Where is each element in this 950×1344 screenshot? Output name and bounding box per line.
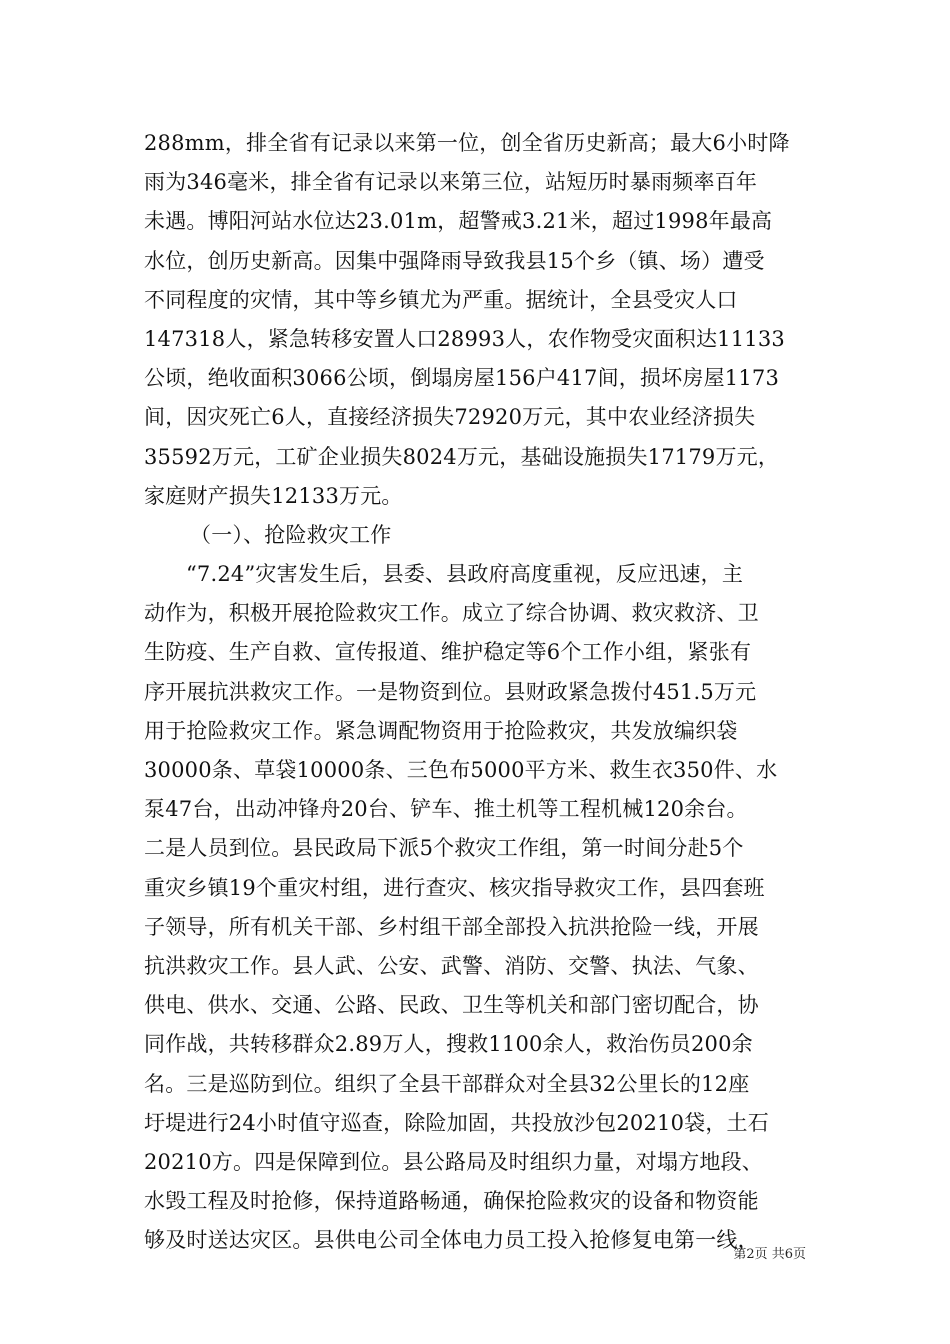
text-line: 未遇。博阳河站水位达23.01m，超警戒3.21米，超过1998年最高 [144,209,773,234]
text-line: 动作为，积极开展抢险救灾工作。成立了综合协调、救灾救济、卫 [144,601,759,626]
text-line: 家庭财产损失12133万元。 [144,483,403,508]
text-line: 序开展抗洪救灾工作。一是物资到位。县财政紧急拨付451.5万元 [144,679,757,704]
text-line: 公顷，绝收面积3066公顷，倒塌房屋156户417间，损坏房屋1173 [144,366,780,391]
text-line: 子领导，所有机关干部、乡村组干部全部投入抗洪抢险一线，开展 [144,914,759,939]
text-line: 147318人，紧急转移安置人口28993人，农作物受灾面积达11133 [144,326,785,351]
text-line: 不同程度的灾情，其中等乡镇尤为严重。据统计，全县受灾人口 [144,287,738,312]
text-line: 用于抢险救灾工作。紧急调配物资用于抢险救灾，共发放编织袋 [144,718,738,743]
text-line: 20210方。四是保障到位。县公路局及时组织力量，对塌方地段、 [144,1149,764,1174]
section-heading: （一）、抢险救灾工作 [190,522,392,547]
text-line: 泵47台，出动冲锋舟20台、铲车、推土机等工程机械120余台。 [144,797,748,822]
text-line: 同作战，共转移群众2.89万人，搜救1100余人，救治伤员200余 [144,1032,753,1057]
text-line: 生防疫、生产自救、宣传报道、维护稳定等6个工作小组，紧张有 [144,640,752,665]
paragraph-first-line: “7.24”灾害发生后，县委、县政府高度重视，反应迅速，主 [186,562,744,587]
text-line: 水位，创历史新高。因集中强降雨导致我县15个乡（镇、场）遭受 [144,248,765,273]
document-body [144,124,814,1260]
text-line: 雨为346毫米，排全省有记录以来第三位，站短历时暴雨频率百年 [144,170,758,195]
text-line: 二是人员到位。县民政局下派5个救灾工作组，第一时间分赴5个 [144,836,744,861]
text-line: 名。三是巡防到位。组织了全县干部群众对全县32公里长的12座 [144,1071,750,1096]
text-line: 够及时送达灾区。县供电公司全体电力员工投入抢修复电第一线， [144,1228,759,1253]
text-line: 30000条、草袋10000条、三色布5000平方米、救生衣350件、水 [144,758,778,782]
text-line: 间，因灾死亡6人，直接经济损失72920万元，其中农业经济损失 [144,405,756,430]
text-line: 抗洪救灾工作。县人武、公安、武警、消防、交警、执法、气象、 [144,953,759,978]
text-line: 重灾乡镇19个重灾村组，进行查灾、核灾指导救灾工作，县四套班 [144,875,765,900]
text-line: 35592万元，工矿企业损失8024万元，基础设施损失17179万元， [144,444,780,469]
text-line: 水毁工程及时抢修，保持道路畅通，确保抢险救灾的设备和物资能 [144,1189,759,1214]
text-line: 供电、供水、交通、公路、民政、卫生等机关和部门密切配合，协 [144,993,759,1018]
text-line: 288mm，排全省有记录以来第一位，创全省历史新高；最大6小时降 [144,131,790,155]
page-number-footer: 第2页 共6页 [733,1247,806,1262]
text-line: 圩堤进行24小时值守巡查，除险加固，共投放沙包20210袋，土石 [144,1110,769,1135]
